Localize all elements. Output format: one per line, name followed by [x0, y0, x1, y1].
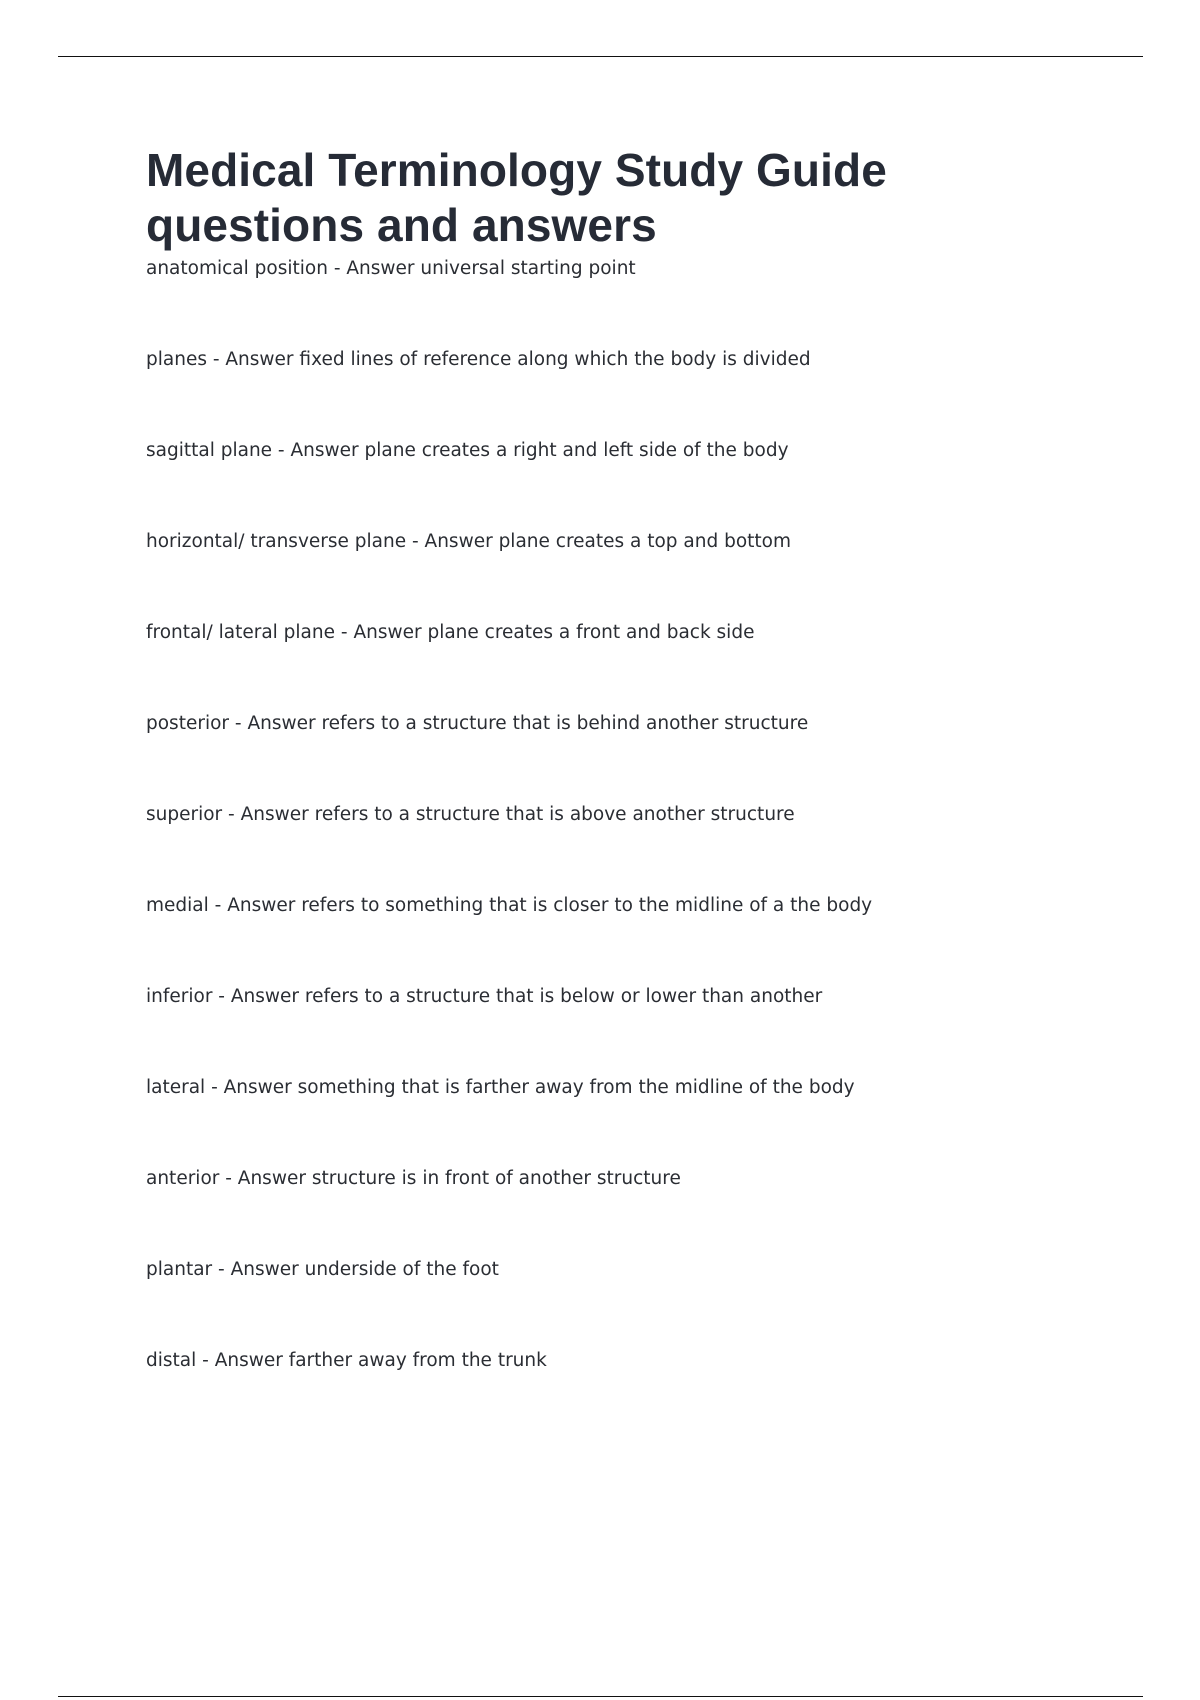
term-entry: anatomical position - Answer universal starting point — [146, 258, 636, 279]
term-entry: posterior - Answer refers to a structure that is behind another structure — [146, 713, 809, 734]
term-entry: superior - Answer refers to a structure that is above another structure — [146, 804, 795, 825]
term-entry: planes - Answer fixed lines of reference along which the body is divided — [146, 349, 811, 370]
term-entry: anterior - Answer structure is in front of another structure — [146, 1168, 681, 1189]
term-entry: inferior - Answer refers to a structure that is below or lower than another — [146, 986, 823, 1007]
term-list — [146, 257, 1106, 1373]
header-rule — [58, 56, 1143, 57]
term-entry: medial - Answer refers to something that is closer to the midline of a the body — [146, 895, 873, 916]
document-title — [146, 143, 1106, 253]
term-entry: plantar - Answer underside of the foot — [146, 1259, 499, 1280]
term-entry: horizontal/ transverse plane - Answer plane creates a top and bottom — [146, 531, 792, 552]
document-body — [146, 143, 1106, 1440]
title-line-2: questions and answers — [146, 199, 657, 251]
term-entry: sagittal plane - Answer plane creates a right and left side of the body — [146, 440, 789, 461]
term-entry: distal - Answer farther away from the trunk — [146, 1350, 547, 1371]
title-line-1: Medical Terminology Study Guide — [146, 144, 887, 196]
term-entry: lateral - Answer something that is farther away from the midline of the body — [146, 1077, 855, 1098]
footer-rule — [58, 1696, 1143, 1697]
term-entry: frontal/ lateral plane - Answer plane creates a front and back side — [146, 622, 755, 643]
